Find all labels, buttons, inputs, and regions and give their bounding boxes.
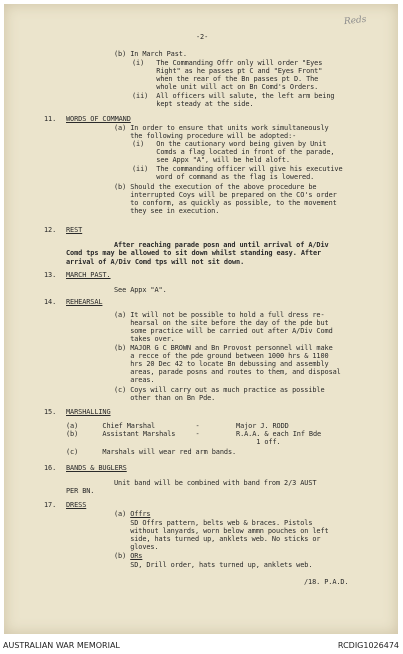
section-heading: REST: [66, 226, 83, 234]
text-line: PER BN.: [66, 487, 95, 495]
section-number: 14.: [44, 298, 57, 306]
text-line: See Appx "A".: [114, 286, 167, 294]
archive-footer: [0, 638, 403, 654]
text-line: when the rear of the Bn passes pt D. The: [132, 75, 319, 83]
section-number: 11.: [44, 115, 57, 123]
text-line: some practice will be carried out after A/Div Comd: [114, 327, 333, 335]
text-line: areas.: [114, 376, 155, 384]
text-line: areas, parade posns and routes to them, and disposal: [114, 368, 341, 376]
subsection-line: [114, 553, 142, 560]
text-line: side, hats turned up, anklets web. No sticks or: [114, 535, 321, 543]
text-line: the following procedure will be adopted:-: [114, 132, 297, 140]
section-heading: MARSHALLING: [66, 408, 111, 416]
text-line: After reaching parade posn and until arrival of A/Div: [114, 241, 329, 249]
text-line: kept steady at the side.: [132, 100, 254, 108]
section-heading: MARCH PAST.: [66, 271, 111, 279]
text-line: arrival of A/Div Comd tps will not sit down.: [66, 258, 245, 266]
text-line: (a) It will not be possible to hold a full dress re-: [114, 311, 325, 319]
text-line: Unit band will be combined with band from 2/3 AUST: [114, 479, 317, 487]
text-line: Comds a flag located in front of the parade,: [132, 148, 335, 156]
subsection-line: [114, 511, 150, 518]
text-line: (b) Assistant Marshals - R.A.A. & each Inf Bde: [66, 430, 322, 438]
document-page: [4, 4, 398, 634]
text-line: hrs 20 Dec 42 to locate Bn debussing and assembly: [114, 360, 329, 368]
subsection-heading: Offrs: [130, 510, 151, 518]
text-line: (ii) All officers will salute, the left arm being: [132, 92, 335, 100]
section-number: 16.: [44, 464, 57, 472]
text-line: (b) MAJOR G C BROWN and Bn Provost personnel will make: [114, 344, 333, 352]
text-line: SD, Drill order, hats turned up, anklets web.: [114, 561, 313, 569]
text-line: they see in execution.: [114, 207, 220, 215]
section-heading: BANDS & BUGLERS: [66, 464, 127, 472]
text-line: whole unit will act on Bn Comd's Orders.: [132, 83, 319, 91]
text-line: interrupted Coys will be prepared on the CO's order: [114, 191, 337, 199]
section-number: 13.: [44, 271, 57, 279]
text-line: SD Offrs pattern, belts web & braces. Pistols: [114, 519, 313, 527]
text-line: hearsal on the site before the day of the pde but: [114, 319, 329, 327]
page-number: -2-: [196, 33, 209, 41]
text-line: word of command as the flag is lowered.: [132, 173, 315, 181]
subsection-heading: ORs: [130, 552, 143, 560]
footer-source: AUSTRALIAN WAR MEMORIAL: [3, 641, 120, 650]
subsection-marker: (a): [114, 510, 131, 518]
text-line: (a) Chief Marshal - Major J. RODD: [66, 422, 289, 430]
text-line: (c) Marshals will wear red arm bands.: [66, 448, 237, 456]
text-line: (b) In March Past.: [114, 50, 187, 58]
document-reference: /18. P.A.D.: [304, 578, 349, 586]
section-number: 17.: [44, 501, 57, 509]
text-line: (c) Coys will carry out as much practice as possible: [114, 386, 325, 394]
text-line: see Appx "A", will be held aloft.: [132, 156, 290, 164]
text-line: (i) The Commanding Offr only will order "Eyes: [132, 59, 323, 67]
handwritten-annotation: Reds: [343, 14, 367, 28]
text-line: to conform, as quickly as possible, to the movement: [114, 199, 337, 207]
footer-catalog-id: RCDIG1026474: [337, 641, 399, 650]
text-line: Comd tps may be allowed to sit down whilst standing easy. After: [66, 249, 322, 257]
text-line: other than on Bn Pde.: [114, 394, 216, 402]
section-heading: DRESS: [66, 501, 87, 509]
section-number: 12.: [44, 226, 57, 234]
text-line: Right" as he passes pt C and "Eyes Front": [132, 67, 323, 75]
section-heading: WORDS OF COMMAND: [66, 115, 131, 123]
text-line: gloves.: [114, 543, 159, 551]
text-line: without lanyards, worn below ammn pouches on left: [114, 527, 329, 535]
section-heading: REHEARSAL: [66, 298, 103, 306]
text-line: takes over.: [114, 335, 175, 343]
text-line: (a) In order to ensure that units work simultaneously: [114, 124, 329, 132]
text-line: (i) On the cautionary word being given by Unit: [132, 140, 327, 148]
text-line: (ii) The commanding officer will give his executive: [132, 165, 343, 173]
section-number: 15.: [44, 408, 57, 416]
text-line: a recce of the pde ground between 1000 hrs & 1100: [114, 352, 329, 360]
text-line: (b) Should the execution of the above procedure be: [114, 183, 317, 191]
text-line: 1 off.: [66, 438, 281, 446]
subsection-marker: (b): [114, 552, 131, 560]
